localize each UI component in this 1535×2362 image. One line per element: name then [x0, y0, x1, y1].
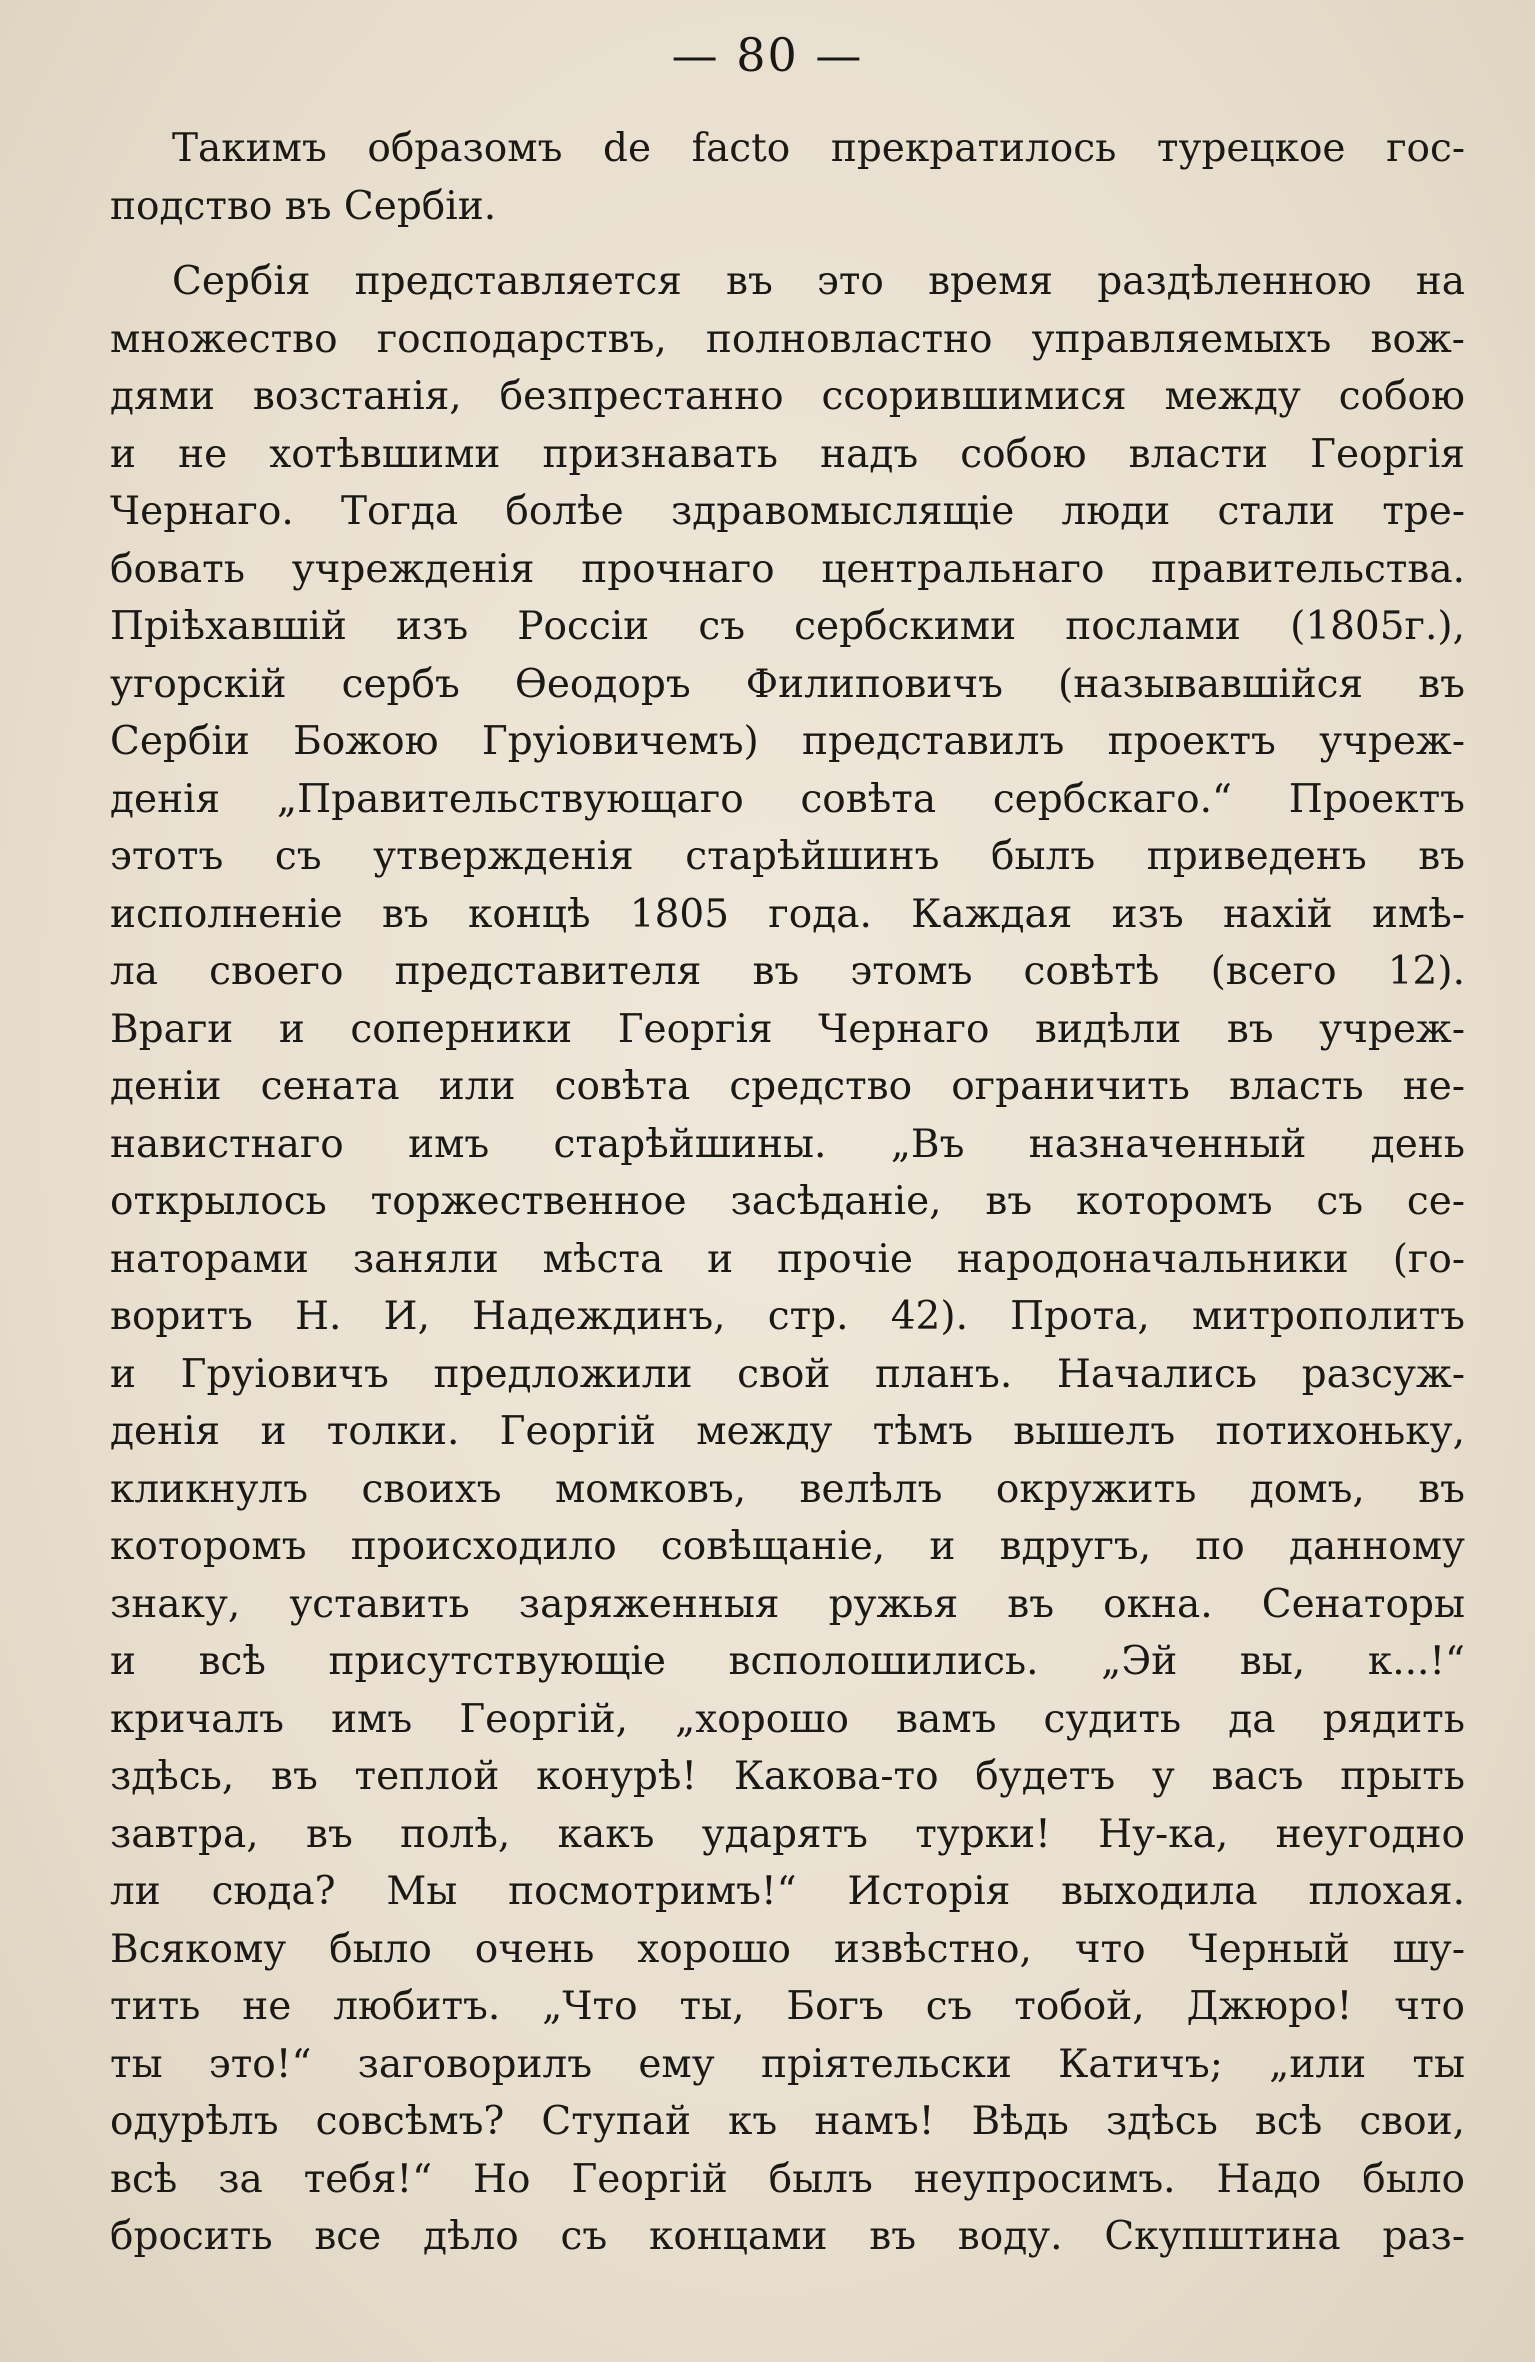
text-line: этотъ съ утвержденія старѣйшинъ былъ приведенъ въ [110, 834, 1465, 879]
text-line: Чернаго. Тогда болѣе здравомыслящіе люди стали тре- [110, 489, 1465, 534]
text-line: завтра, въ полѣ, какъ ударятъ турки! Ну-ка, неугодно [110, 1811, 1465, 1857]
text-line: которомъ происходило совѣщаніе, и вдругъ, по данному [110, 1524, 1465, 1569]
text-line: бовать учрежденія прочнаго центральнаго правительства. [110, 546, 1465, 592]
text-line: Сербія представляется въ это время раздѣленною на [172, 259, 1465, 304]
text-line: исполненіе въ концѣ 1805 года. Каждая изъ нахій имѣ- [110, 891, 1465, 937]
text-line: кричалъ имъ Георгій, „хорошо вамъ судить да рядить [110, 1696, 1465, 1742]
text-line: и всѣ присутствующіе всполошились. „Эй вы, к...!“ [110, 1639, 1465, 1684]
text-line: Сербіи Божою Груіовичемъ) представилъ проектъ учреж- [110, 719, 1465, 764]
text-line: ты это!“ заговорилъ ему пріятельски Катичъ; „или ты [110, 2041, 1465, 2087]
text-line: здѣсь, въ теплой конурѣ! Какова-то будетъ у васъ прыть [110, 1754, 1465, 1799]
body-text [110, 120, 1465, 2266]
text-line: открылось торжественное засѣданіе, въ которомъ съ се- [110, 1179, 1465, 1224]
text-line: воритъ Н. И, Надеждинъ, стр. 42). Прота, митрополитъ [110, 1294, 1465, 1339]
text-line: деніи сената или совѣта средство ограничить власть не- [110, 1064, 1465, 1109]
paragraph-gap [110, 235, 1465, 253]
text-line: множество господарствъ, полновластно управляемыхъ вож- [110, 316, 1465, 362]
text-line: бросить все дѣло съ концами въ воду. Скупштина раз- [110, 2214, 1465, 2259]
text-line: одурѣлъ совсѣмъ? Ступай къ намъ! Вѣдь здѣсь всѣ свои, [110, 2099, 1465, 2144]
text-line: и Груіовичъ предложили свой планъ. Начались разсуж- [110, 1351, 1465, 1397]
text-line: наторами заняли мѣста и прочіе народоначальники (го- [110, 1236, 1465, 1282]
text-line: и не хотѣвшими признавать надъ собою власти Георгія [110, 431, 1465, 477]
text-line: угорскій сербъ Ѳеодоръ Филиповичъ (называвшійся въ [110, 661, 1465, 707]
text-line: дями возстанія, безпрестанно ссорившимися между собою [110, 374, 1465, 419]
text-line: Пріѣхавшій изъ Россіи съ сербскими послами (1805г.), [110, 604, 1465, 649]
text-line: денія „Правительствующаго совѣта сербскаго.“ Проектъ [110, 776, 1465, 822]
page-number: — 80 — [671, 28, 864, 82]
text-line: Такимъ образомъ de facto прекратилось турецкое гос- [172, 126, 1465, 171]
text-line: денія и толки. Георгій между тѣмъ вышелъ потихоньку, [110, 1409, 1465, 1454]
text-line: знаку, уставить заряженныя ружья въ окна. Сенаторы [110, 1581, 1465, 1627]
text-line: тить не любитъ. „Что ты, Богъ съ тобой, Джюро! что [110, 1984, 1465, 2029]
text-line: навистнаго имъ старѣйшины. „Въ назначенный день [110, 1121, 1465, 1167]
text-line: Всякому было очень хорошо извѣстно, что Черный шу- [110, 1926, 1465, 1972]
text-line: ли сюда? Мы посмотримъ!“ Исторія выходила плохая. [110, 1869, 1465, 1914]
text-line: кликнулъ своихъ момковъ, велѣлъ окружить домъ, въ [110, 1466, 1465, 1512]
text-line: подство въ Сербіи. [110, 183, 497, 229]
text-line: ла своего представителя въ этомъ совѣтѣ (всего 12). [110, 949, 1465, 994]
text-line: Враги и соперники Георгія Чернаго видѣли въ учреж- [110, 1006, 1465, 1052]
text-line: всѣ за тебя!“ Но Георгій былъ неупросимъ. Надо было [110, 2156, 1465, 2202]
